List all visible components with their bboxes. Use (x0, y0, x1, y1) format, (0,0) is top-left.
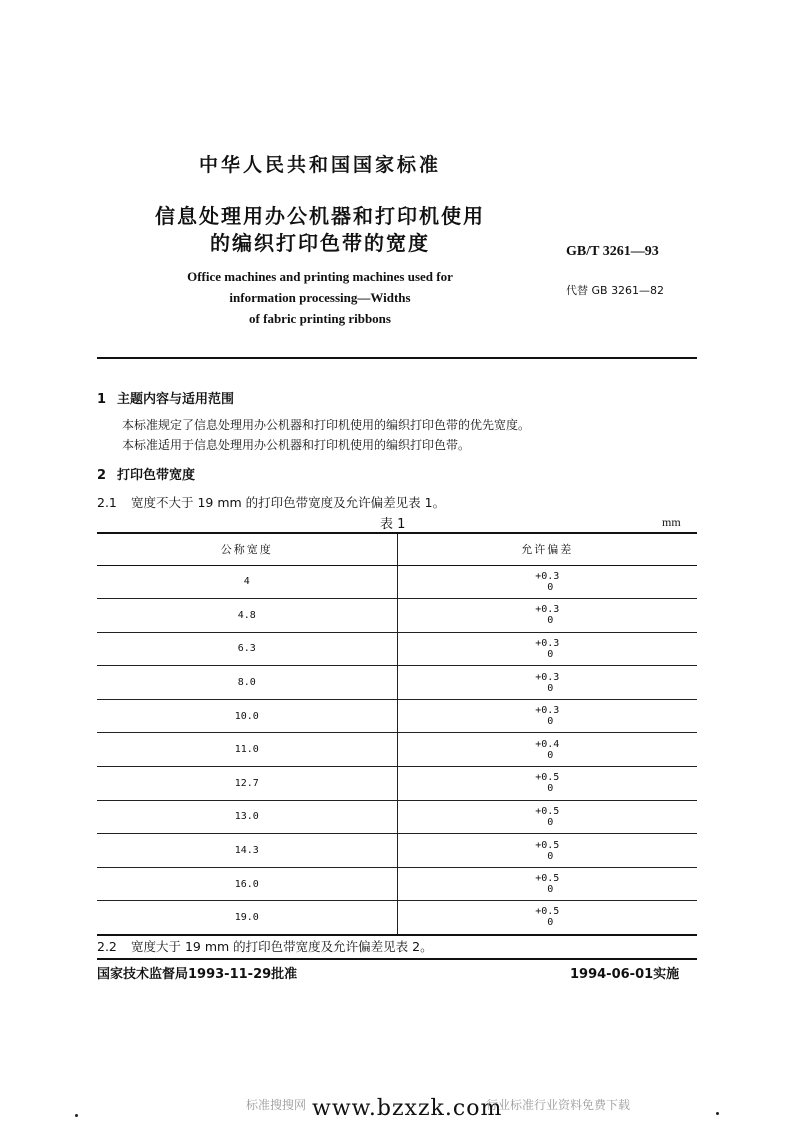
table-row (97, 800, 697, 834)
section-2-title: 打印色带宽度 (117, 468, 196, 483)
upper-tolerance: +0.5 (535, 906, 560, 918)
issuing-body-title: 中华人民共和国国家标准 (198, 154, 441, 176)
tolerance-cell (397, 699, 697, 733)
tolerance-value (535, 840, 559, 862)
lower-tolerance: 0 (547, 615, 554, 627)
nominal-width-cell: 12.7 (97, 767, 397, 801)
tolerance-table (97, 532, 697, 936)
lower-tolerance: 0 (547, 749, 554, 761)
section-2-heading (97, 464, 195, 483)
tolerance-cell (397, 800, 697, 834)
tolerance-value (535, 571, 559, 593)
lower-tolerance: 0 (547, 648, 554, 660)
tolerance-cell (397, 666, 697, 700)
lower-tolerance: 0 (547, 682, 554, 694)
standard-number: GB/T 3261—93 (566, 244, 659, 259)
upper-tolerance: +0.5 (535, 839, 560, 851)
column-header-nominal-width: 公称宽度 (97, 533, 397, 565)
tolerance-cell (397, 767, 697, 801)
upper-tolerance: +0.5 (535, 805, 560, 817)
lower-tolerance: 0 (547, 581, 554, 593)
table-row (97, 565, 697, 599)
clause-2-1-text: 宽度不大于 19 mm 的打印色带宽度及允许偏差见表 1。 (131, 495, 446, 510)
upper-tolerance: +0.3 (535, 637, 560, 649)
upper-tolerance: +0.5 (535, 772, 560, 784)
tolerance-value (535, 806, 559, 828)
title-en-line-2: information processing—Widths (229, 290, 411, 305)
lower-tolerance: 0 (547, 816, 554, 828)
title-cn-line-2: 的编织打印色带的宽度 (210, 231, 430, 255)
table-row (97, 599, 697, 633)
lower-tolerance: 0 (547, 850, 554, 862)
table-header-row (97, 533, 697, 565)
watermark-right-text: 行业标准行业资料免费下载 (486, 1098, 631, 1112)
section-1-paragraph-1: 本标准规定了信息处理用办公机器和打印机使用的编织打印色带的优先宽度。 (122, 418, 531, 432)
tolerance-cell (397, 901, 697, 935)
lower-tolerance: 0 (547, 716, 554, 728)
upper-tolerance: +0.5 (535, 873, 560, 885)
standard-title-chinese (0, 203, 640, 257)
tolerance-cell (397, 565, 697, 599)
tolerance-value (535, 739, 559, 761)
section-2-number: 2 (97, 468, 107, 483)
clause-2-1 (97, 493, 445, 511)
upper-tolerance: +0.3 (535, 671, 560, 683)
watermark-left-text: 标准搜搜网 (246, 1098, 307, 1112)
tolerance-cell (397, 867, 697, 901)
clause-2-1-number: 2.1 (97, 495, 117, 510)
section-1-number: 1 (97, 392, 107, 407)
nominal-width-cell: 4 (97, 565, 397, 599)
nominal-width-cell: 14.3 (97, 834, 397, 868)
table-1-unit: mm (662, 515, 681, 529)
upper-tolerance: +0.4 (535, 738, 560, 750)
table-row (97, 666, 697, 700)
lower-tolerance: 0 (547, 783, 554, 795)
nominal-width-cell: 4.8 (97, 599, 397, 633)
table-row (97, 699, 697, 733)
tolerance-value (535, 705, 559, 727)
table-row (97, 632, 697, 666)
tolerance-value (535, 672, 559, 694)
tolerance-cell (397, 632, 697, 666)
column-header-tolerance: 允许偏差 (521, 543, 574, 557)
table-row (97, 867, 697, 901)
table-1-caption: 表 1 (380, 517, 406, 532)
section-1-paragraph-2: 本标准适用于信息处理用办公机器和打印机使用的编织打印色带。 (122, 438, 471, 452)
nominal-width-cell: 8.0 (97, 666, 397, 700)
tolerance-value (535, 604, 559, 626)
clause-2-2-text: 宽度大于 19 mm 的打印色带宽度及允许偏差见表 2。 (131, 939, 433, 954)
tolerance-cell (397, 599, 697, 633)
approval-line: 国家技术监督局1993-11-29批准 (97, 967, 298, 982)
title-cn-line-1: 信息处理用办公机器和打印机使用 (155, 204, 485, 228)
tolerance-cell (397, 834, 697, 868)
replaces-standard: 代替 GB 3261—82 (566, 284, 665, 297)
upper-tolerance: +0.3 (535, 604, 560, 616)
title-en-line-1: Office machines and printing machines used for (187, 269, 453, 284)
tolerance-value (535, 873, 559, 895)
header-divider (97, 357, 697, 359)
scan-dot (75, 1114, 78, 1117)
tolerance-cell (397, 733, 697, 767)
table-row (97, 767, 697, 801)
table-row (97, 834, 697, 868)
standard-title-english (0, 266, 640, 329)
lower-tolerance: 0 (547, 917, 554, 929)
nominal-width-cell: 13.0 (97, 800, 397, 834)
table-row (97, 733, 697, 767)
nominal-width-cell: 19.0 (97, 901, 397, 935)
nominal-width-cell: 16.0 (97, 867, 397, 901)
title-en-line-3: of fabric printing ribbons (249, 311, 391, 326)
upper-tolerance: +0.3 (535, 705, 560, 717)
effective-date: 1994-06-01实施 (570, 967, 680, 982)
tolerance-value (535, 906, 559, 928)
watermark-url: www.bzxzk.com (312, 1096, 503, 1121)
nominal-width-cell: 6.3 (97, 632, 397, 666)
nominal-width-cell: 10.0 (97, 699, 397, 733)
section-1-heading (97, 388, 234, 407)
section-1-title: 主题内容与适用范围 (117, 392, 235, 407)
footer-divider (97, 958, 697, 960)
scan-dot (716, 1112, 719, 1115)
nominal-width-cell: 11.0 (97, 733, 397, 767)
upper-tolerance: +0.3 (535, 570, 560, 582)
table-row (97, 901, 697, 935)
clause-2-2-number: 2.2 (97, 939, 117, 954)
lower-tolerance: 0 (547, 884, 554, 896)
tolerance-value (535, 772, 559, 794)
tolerance-value (535, 638, 559, 660)
clause-2-2 (97, 937, 433, 955)
